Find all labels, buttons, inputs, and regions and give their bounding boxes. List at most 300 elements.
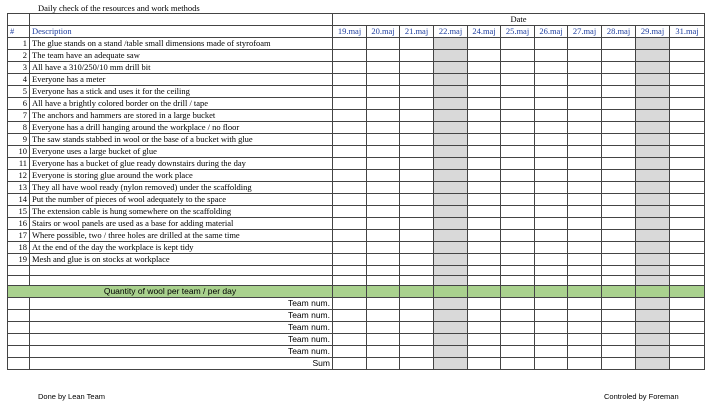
check-cell[interactable] [468, 254, 501, 266]
check-cell[interactable] [535, 74, 568, 86]
check-cell[interactable] [568, 170, 602, 182]
check-cell[interactable] [333, 146, 367, 158]
check-cell[interactable] [367, 50, 400, 62]
check-cell[interactable] [670, 98, 705, 110]
check-cell[interactable] [670, 146, 705, 158]
blank-cell[interactable] [333, 266, 367, 276]
check-cell[interactable] [670, 158, 705, 170]
check-cell[interactable] [670, 170, 705, 182]
blank-cell[interactable] [568, 266, 602, 276]
check-cell[interactable] [434, 218, 468, 230]
check-cell[interactable] [568, 158, 602, 170]
check-cell[interactable] [434, 194, 468, 206]
wool-cell[interactable] [468, 322, 501, 334]
wool-cell[interactable] [400, 334, 434, 346]
wool-cell[interactable] [434, 322, 468, 334]
wool-cell[interactable] [636, 298, 670, 310]
check-cell[interactable] [602, 182, 636, 194]
check-cell[interactable] [400, 206, 434, 218]
blank-cell[interactable] [535, 276, 568, 286]
check-cell[interactable] [568, 110, 602, 122]
wool-cell[interactable] [636, 310, 670, 322]
check-cell[interactable] [670, 242, 705, 254]
check-cell[interactable] [434, 134, 468, 146]
wool-cell[interactable] [468, 334, 501, 346]
check-cell[interactable] [400, 122, 434, 134]
blank-cell[interactable] [434, 276, 468, 286]
check-cell[interactable] [568, 122, 602, 134]
check-cell[interactable] [333, 170, 367, 182]
check-cell[interactable] [434, 86, 468, 98]
check-cell[interactable] [568, 182, 602, 194]
wool-cell[interactable] [367, 310, 400, 322]
blank-cell[interactable] [333, 276, 367, 286]
check-cell[interactable] [434, 50, 468, 62]
wool-cell[interactable] [535, 334, 568, 346]
check-cell[interactable] [501, 242, 535, 254]
check-cell[interactable] [434, 122, 468, 134]
wool-cell[interactable] [434, 310, 468, 322]
check-cell[interactable] [636, 122, 670, 134]
check-cell[interactable] [400, 146, 434, 158]
check-cell[interactable] [568, 50, 602, 62]
check-cell[interactable] [602, 86, 636, 98]
check-cell[interactable] [367, 242, 400, 254]
check-cell[interactable] [568, 38, 602, 50]
check-cell[interactable] [501, 206, 535, 218]
check-cell[interactable] [333, 230, 367, 242]
check-cell[interactable] [434, 182, 468, 194]
check-cell[interactable] [400, 230, 434, 242]
wool-cell[interactable] [670, 322, 705, 334]
check-cell[interactable] [670, 110, 705, 122]
check-cell[interactable] [636, 206, 670, 218]
check-cell[interactable] [670, 218, 705, 230]
check-cell[interactable] [468, 38, 501, 50]
check-cell[interactable] [400, 242, 434, 254]
blank-cell[interactable] [501, 266, 535, 276]
check-cell[interactable] [367, 194, 400, 206]
check-cell[interactable] [468, 230, 501, 242]
wool-cell[interactable] [670, 310, 705, 322]
wool-cell[interactable] [602, 310, 636, 322]
check-cell[interactable] [333, 86, 367, 98]
check-cell[interactable] [333, 254, 367, 266]
check-cell[interactable] [568, 206, 602, 218]
check-cell[interactable] [535, 110, 568, 122]
check-cell[interactable] [602, 170, 636, 182]
check-cell[interactable] [400, 170, 434, 182]
check-cell[interactable] [367, 110, 400, 122]
check-cell[interactable] [434, 98, 468, 110]
wool-cell[interactable] [670, 298, 705, 310]
check-cell[interactable] [468, 122, 501, 134]
check-cell[interactable] [535, 122, 568, 134]
wool-cell[interactable] [535, 322, 568, 334]
check-cell[interactable] [400, 74, 434, 86]
check-cell[interactable] [367, 74, 400, 86]
check-cell[interactable] [501, 194, 535, 206]
check-cell[interactable] [670, 74, 705, 86]
check-cell[interactable] [468, 110, 501, 122]
wool-cell[interactable] [468, 358, 501, 370]
check-cell[interactable] [568, 242, 602, 254]
wool-cell[interactable] [400, 346, 434, 358]
check-cell[interactable] [535, 206, 568, 218]
check-cell[interactable] [434, 38, 468, 50]
check-cell[interactable] [670, 254, 705, 266]
check-cell[interactable] [636, 254, 670, 266]
blank-cell[interactable] [636, 266, 670, 276]
check-cell[interactable] [468, 134, 501, 146]
check-cell[interactable] [636, 134, 670, 146]
check-cell[interactable] [501, 146, 535, 158]
wool-cell[interactable] [535, 358, 568, 370]
wool-cell[interactable] [333, 322, 367, 334]
wool-cell[interactable] [602, 322, 636, 334]
check-cell[interactable] [602, 74, 636, 86]
wool-cell[interactable] [434, 298, 468, 310]
wool-cell[interactable] [568, 358, 602, 370]
check-cell[interactable] [602, 50, 636, 62]
check-cell[interactable] [535, 146, 568, 158]
check-cell[interactable] [333, 122, 367, 134]
check-cell[interactable] [636, 38, 670, 50]
wool-cell[interactable] [333, 310, 367, 322]
check-cell[interactable] [602, 38, 636, 50]
wool-cell[interactable] [501, 298, 535, 310]
wool-cell[interactable] [535, 346, 568, 358]
wool-cell[interactable] [333, 358, 367, 370]
wool-cell[interactable] [568, 298, 602, 310]
check-cell[interactable] [434, 158, 468, 170]
check-cell[interactable] [501, 182, 535, 194]
table-row [8, 182, 705, 194]
wool-cell[interactable] [400, 310, 434, 322]
check-cell[interactable] [468, 242, 501, 254]
check-cell[interactable] [535, 182, 568, 194]
check-cell[interactable] [602, 194, 636, 206]
check-cell[interactable] [636, 98, 670, 110]
check-cell[interactable] [333, 242, 367, 254]
check-cell[interactable] [434, 62, 468, 74]
check-cell[interactable] [434, 110, 468, 122]
check-cell[interactable] [670, 134, 705, 146]
check-cell[interactable] [670, 122, 705, 134]
check-cell[interactable] [333, 62, 367, 74]
check-cell[interactable] [568, 146, 602, 158]
wool-cell[interactable] [468, 298, 501, 310]
check-cell[interactable] [367, 134, 400, 146]
check-cell[interactable] [400, 38, 434, 50]
wool-cell[interactable] [670, 346, 705, 358]
wool-cell[interactable] [333, 346, 367, 358]
check-cell[interactable] [400, 182, 434, 194]
check-cell[interactable] [367, 86, 400, 98]
wool-cell[interactable] [367, 298, 400, 310]
blank-cell[interactable] [602, 266, 636, 276]
check-cell[interactable] [636, 158, 670, 170]
check-cell[interactable] [670, 230, 705, 242]
wool-cell[interactable] [636, 358, 670, 370]
check-cell[interactable] [468, 74, 501, 86]
wool-cell[interactable] [367, 322, 400, 334]
check-cell[interactable] [501, 254, 535, 266]
check-cell[interactable] [602, 158, 636, 170]
wool-cell[interactable] [468, 346, 501, 358]
wool-cell[interactable] [602, 346, 636, 358]
blank-cell[interactable] [400, 266, 434, 276]
wool-cell[interactable] [636, 346, 670, 358]
check-cell[interactable] [535, 242, 568, 254]
check-cell[interactable] [333, 50, 367, 62]
check-cell[interactable] [468, 86, 501, 98]
wool-cell[interactable] [434, 346, 468, 358]
blank-cell[interactable] [535, 266, 568, 276]
check-cell[interactable] [501, 170, 535, 182]
check-cell[interactable] [434, 254, 468, 266]
check-cell[interactable] [501, 122, 535, 134]
check-cell[interactable] [400, 86, 434, 98]
blank-cell[interactable] [501, 276, 535, 286]
check-cell[interactable] [602, 206, 636, 218]
blank-cell[interactable] [602, 276, 636, 286]
check-cell[interactable] [568, 194, 602, 206]
check-cell[interactable] [568, 230, 602, 242]
wool-cell[interactable] [367, 334, 400, 346]
wool-cell[interactable] [400, 322, 434, 334]
blank-cell[interactable] [434, 266, 468, 276]
check-cell[interactable] [333, 158, 367, 170]
check-cell[interactable] [636, 110, 670, 122]
check-cell[interactable] [602, 230, 636, 242]
check-cell[interactable] [602, 146, 636, 158]
check-cell[interactable] [434, 230, 468, 242]
wool-cell[interactable] [636, 334, 670, 346]
wool-cell[interactable] [568, 322, 602, 334]
check-cell[interactable] [636, 86, 670, 98]
check-cell[interactable] [367, 254, 400, 266]
check-cell[interactable] [602, 242, 636, 254]
check-cell[interactable] [400, 218, 434, 230]
check-cell[interactable] [367, 98, 400, 110]
check-cell[interactable] [333, 218, 367, 230]
check-cell[interactable] [367, 218, 400, 230]
check-cell[interactable] [400, 254, 434, 266]
wool-cell[interactable] [602, 358, 636, 370]
check-cell[interactable] [636, 50, 670, 62]
check-cell[interactable] [333, 38, 367, 50]
check-cell[interactable] [535, 98, 568, 110]
check-cell[interactable] [333, 74, 367, 86]
check-cell[interactable] [636, 62, 670, 74]
check-cell[interactable] [367, 38, 400, 50]
check-cell[interactable] [670, 206, 705, 218]
check-cell[interactable] [333, 98, 367, 110]
check-cell[interactable] [501, 86, 535, 98]
check-cell[interactable] [568, 254, 602, 266]
item-number: 12 [8, 170, 30, 182]
blank-cell[interactable] [636, 276, 670, 286]
wool-cell[interactable] [602, 334, 636, 346]
check-cell[interactable] [636, 230, 670, 242]
wool-cell[interactable] [400, 298, 434, 310]
check-cell[interactable] [501, 218, 535, 230]
wool-cell[interactable] [400, 358, 434, 370]
check-cell[interactable] [468, 194, 501, 206]
check-cell[interactable] [535, 86, 568, 98]
check-cell[interactable] [468, 170, 501, 182]
check-cell[interactable] [367, 158, 400, 170]
wool-cell[interactable] [535, 298, 568, 310]
check-cell[interactable] [468, 146, 501, 158]
check-cell[interactable] [434, 242, 468, 254]
check-cell[interactable] [468, 206, 501, 218]
check-cell[interactable] [636, 146, 670, 158]
wool-cell[interactable] [434, 358, 468, 370]
check-cell[interactable] [501, 134, 535, 146]
check-cell[interactable] [468, 62, 501, 74]
check-cell[interactable] [468, 98, 501, 110]
check-cell[interactable] [535, 50, 568, 62]
check-cell[interactable] [367, 170, 400, 182]
check-cell[interactable] [568, 62, 602, 74]
check-cell[interactable] [636, 182, 670, 194]
check-cell[interactable] [602, 62, 636, 74]
blank-cell[interactable] [468, 266, 501, 276]
check-cell[interactable] [501, 74, 535, 86]
wool-cell[interactable] [568, 310, 602, 322]
wool-cell[interactable] [501, 322, 535, 334]
wool-cell[interactable] [367, 346, 400, 358]
wool-cell[interactable] [501, 346, 535, 358]
check-cell[interactable] [535, 134, 568, 146]
blank-cell[interactable] [367, 276, 400, 286]
check-cell[interactable] [434, 170, 468, 182]
check-cell[interactable] [602, 218, 636, 230]
check-cell[interactable] [333, 206, 367, 218]
wool-cell[interactable] [670, 334, 705, 346]
check-cell[interactable] [602, 122, 636, 134]
check-cell[interactable] [468, 182, 501, 194]
check-cell[interactable] [400, 158, 434, 170]
check-cell[interactable] [333, 110, 367, 122]
check-cell[interactable] [468, 50, 501, 62]
check-cell[interactable] [602, 254, 636, 266]
check-cell[interactable] [333, 134, 367, 146]
wool-cell[interactable] [434, 334, 468, 346]
check-cell[interactable] [468, 158, 501, 170]
wool-cell[interactable] [333, 334, 367, 346]
wool-cell[interactable] [636, 322, 670, 334]
check-cell[interactable] [333, 182, 367, 194]
check-cell[interactable] [535, 230, 568, 242]
check-cell[interactable] [568, 218, 602, 230]
check-cell[interactable] [568, 86, 602, 98]
check-cell[interactable] [535, 194, 568, 206]
check-cell[interactable] [400, 62, 434, 74]
check-cell[interactable] [535, 254, 568, 266]
check-cell[interactable] [670, 182, 705, 194]
check-cell[interactable] [636, 194, 670, 206]
check-cell[interactable] [434, 206, 468, 218]
check-cell[interactable] [501, 50, 535, 62]
check-cell[interactable] [367, 146, 400, 158]
wool-cell[interactable] [535, 310, 568, 322]
check-cell[interactable] [501, 110, 535, 122]
check-cell[interactable] [367, 230, 400, 242]
wool-cell[interactable] [333, 298, 367, 310]
check-cell[interactable] [400, 110, 434, 122]
check-cell[interactable] [501, 38, 535, 50]
check-cell[interactable] [434, 146, 468, 158]
check-cell[interactable] [400, 50, 434, 62]
check-cell[interactable] [670, 38, 705, 50]
check-cell[interactable] [535, 62, 568, 74]
check-cell[interactable] [636, 170, 670, 182]
check-cell[interactable] [568, 134, 602, 146]
table-row [8, 230, 705, 242]
check-cell[interactable] [367, 122, 400, 134]
check-cell[interactable] [670, 50, 705, 62]
check-cell[interactable] [535, 38, 568, 50]
check-cell[interactable] [501, 98, 535, 110]
check-cell[interactable] [535, 158, 568, 170]
check-cell[interactable] [367, 62, 400, 74]
check-cell[interactable] [602, 134, 636, 146]
check-cell[interactable] [501, 158, 535, 170]
check-cell[interactable] [535, 218, 568, 230]
wool-cell[interactable] [501, 310, 535, 322]
check-cell[interactable] [602, 98, 636, 110]
blank-cell[interactable] [400, 276, 434, 286]
wool-cell[interactable] [367, 358, 400, 370]
wool-cell[interactable] [670, 358, 705, 370]
check-cell[interactable] [501, 230, 535, 242]
check-cell[interactable] [367, 182, 400, 194]
blank-cell[interactable] [670, 266, 705, 276]
blank-cell[interactable] [568, 276, 602, 286]
check-cell[interactable] [636, 218, 670, 230]
check-cell[interactable] [400, 134, 434, 146]
check-cell[interactable] [400, 98, 434, 110]
blank-cell[interactable] [670, 276, 705, 286]
wool-cell[interactable] [602, 298, 636, 310]
check-cell[interactable] [670, 86, 705, 98]
check-cell[interactable] [636, 74, 670, 86]
wool-cell[interactable] [501, 334, 535, 346]
wool-cell[interactable] [568, 334, 602, 346]
check-cell[interactable] [434, 74, 468, 86]
check-cell[interactable] [568, 98, 602, 110]
check-cell[interactable] [636, 242, 670, 254]
check-cell[interactable] [535, 170, 568, 182]
check-cell[interactable] [400, 194, 434, 206]
check-cell[interactable] [670, 194, 705, 206]
wool-cell[interactable] [468, 310, 501, 322]
wool-cell[interactable] [501, 358, 535, 370]
check-cell[interactable] [367, 206, 400, 218]
blank-cell[interactable] [468, 276, 501, 286]
check-cell[interactable] [670, 62, 705, 74]
check-cell[interactable] [468, 218, 501, 230]
blank-cell[interactable] [367, 266, 400, 276]
check-cell[interactable] [602, 110, 636, 122]
check-cell[interactable] [501, 62, 535, 74]
wool-cell[interactable] [568, 346, 602, 358]
check-cell[interactable] [568, 74, 602, 86]
check-cell[interactable] [333, 194, 367, 206]
